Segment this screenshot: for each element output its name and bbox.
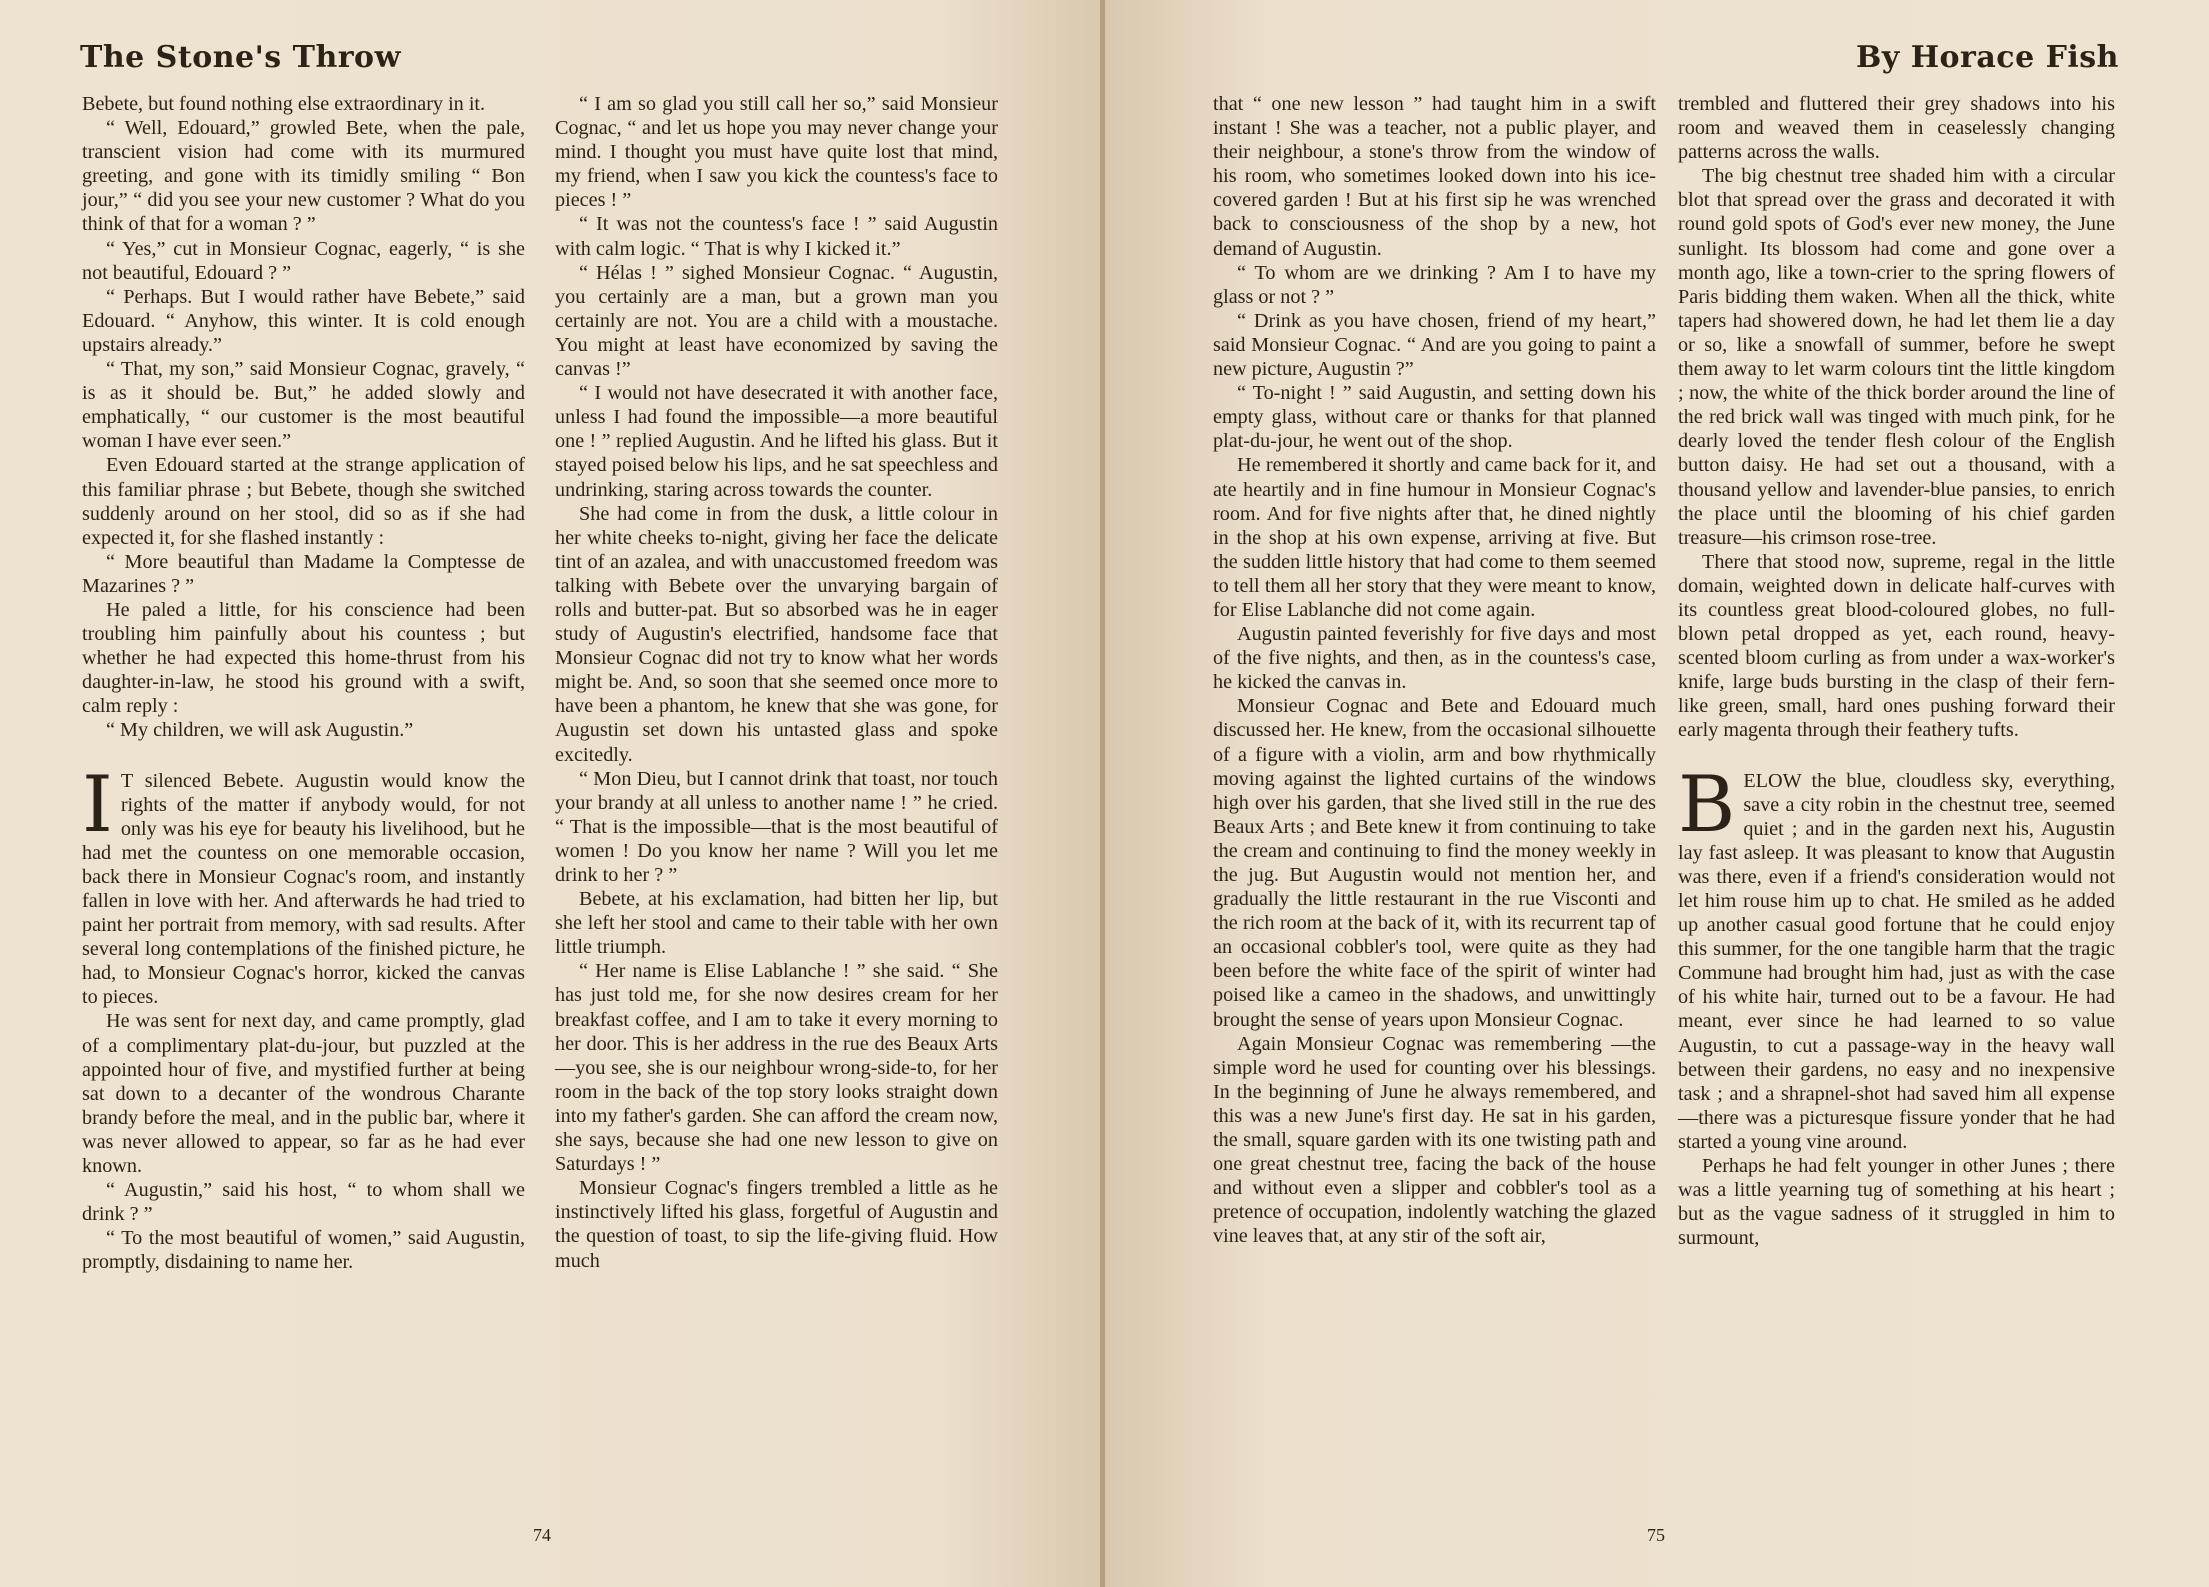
paragraph: [1213, 622, 1656, 694]
paragraph: [1213, 694, 1656, 1031]
paragraph-text: “ More beautiful than Madame la Comptesse de Mazarines ? ”: [82, 550, 525, 597]
paragraph: [82, 237, 525, 285]
paragraph-text: Bebete, but found nothing else extraordinary in it.: [82, 93, 486, 115]
paragraph-text: “ Augustin,” said his host, “ to whom shall we drink ? ”: [82, 1179, 525, 1226]
paragraph-text: Even Edouard started at the strange application of this familiar phrase ; but Bebete, though she switched suddenly around on her stool, did so as if she had expected it, for she flashed instantly :: [82, 454, 525, 549]
column: [1213, 92, 1656, 1249]
paragraph-text: “ To-night ! ” said Augustin, and setting down his empty glass, without care or thanks for that planned plat-du-jour, he went out of the shop.: [1213, 382, 1656, 453]
paragraph-text: Monsieur Cognac and Bete and Edouard much discussed her. He knew, from the occasional silhouette of a figure with a violin, arm and bow rhythmically moving against the lighted curtains of the windows high over his garden, that she lived still in the rue des Beaux Arts ; and Bete knew it from continuing to take the cream and continuing to find the money weekly in the jug. But Augustin would not mention her, and gradually the little restaurant in the rue Visconti and the rich room at the back of it, with its recurrent tap of an occasional cobbler's tool, were quite as they had been before the white face of the spirit of winter had poised like a cameo in the shadows, and unwittingly brought the sense of years upon Monsieur Cognac.: [1213, 695, 1656, 1031]
paragraph: [555, 212, 998, 260]
paragraph: [1213, 1032, 1656, 1249]
paragraph: [82, 1226, 525, 1274]
paragraph-text: trembled and fluttered their grey shadows into his room and weaved them in ceaselessly changing patterns across the walls.: [1678, 93, 2115, 164]
paragraph-text: “ I would not have desecrated it with another face, unless I had found the impossible—a more beautiful one ! ” replied Augustin. And he lifted his glass. But it stayed poised below his lips, and he sat speechless and undrinking, staring across towards the counter.: [555, 382, 998, 501]
paragraph: [555, 767, 998, 887]
paragraph: [1678, 164, 2115, 550]
paragraph: [1213, 381, 1656, 453]
paragraph: [555, 959, 998, 1176]
left-page: [0, 0, 1104, 1587]
paragraph: [82, 116, 525, 236]
paragraph: [1678, 92, 2115, 164]
paragraph-text: He was sent for next day, and came promptly, glad of a complimentary plat-du-jour, but puzzled at the appointed hour of five, and mystified further at being sat down to a decanter of the wondrous Charante brandy before the meal, and in the public bar, where it was never allowed to appear, so far as he had ever known.: [82, 1010, 525, 1178]
paragraph-text: Again Monsieur Cognac was remembering —the simple word he used for counting over his blessings. In the beginning of June he always remembered, and this was a new June's first day. He sat in his garden, the small, square garden with its one twisting path and one great chestnut tree, facing the back of the house and without even a slipper and cobbler's tool as a pretence of occupation, indolently watching the glazed vine leaves that, at any stir of the soft air,: [1213, 1032, 1656, 1248]
paragraph: [82, 1178, 525, 1226]
paragraph-text: “ That, my son,” said Monsieur Cognac, gravely, “ is as it should be. But,” he added slowly and emphatically, “ our customer is the most beautiful woman I have ever seen.”: [82, 358, 525, 453]
paragraph-text: Perhaps he had felt younger in other Junes ; there was a little yearning tug of something at his heart ; but as the vague sadness of it struggled in him to surmount,: [1678, 1155, 2115, 1250]
paragraph-text: “ Her name is Elise Lablanche ! ” she said. “ She has just told me, for she now desires cream for her breakfast coffee, and I am to take it every morning to her door. This is her address in the rue des Beaux Arts—you see, she is our neighbour wrong-side-to, for her room in the back of the top story looks straight down into my father's garden. She can afford the cream now, she says, because she had one new lesson to give on Saturdays ! ”: [555, 960, 998, 1176]
paragraph: [555, 502, 998, 767]
paragraph: [82, 92, 525, 116]
paragraph-text: “ Mon Dieu, but I cannot drink that toast, nor touch your brandy at all unless to another name ! ” he cried. “ That is the impossible—that is the most beautiful of women ! Do you know her name ? Will you let me drink to her ? ”: [555, 767, 998, 886]
right-page: [1105, 0, 2209, 1587]
page-number: 75: [1647, 1525, 1665, 1545]
paragraph: [1678, 759, 2115, 1155]
paragraph-text: Augustin painted feverishly for five days and most of the five nights, and then, as in the countess's case, he kicked the canvas in.: [1213, 623, 1656, 694]
paragraph: [82, 718, 525, 742]
paragraph-text: He remembered it shortly and came back for it, and ate heartily and in fine humour in Monsieur Cognac's room. And for five nights after that, he dined nightly in the shop at his own expense, arriving at five. But the sudden little history that had come to them seemed to tell them all her story that they were meant to know, for Elise Lablanche did not come again.: [1213, 454, 1656, 621]
column: [555, 92, 998, 1273]
paragraph: [555, 261, 998, 381]
paragraph: [82, 285, 525, 357]
paragraph-text: She had come in from the dusk, a little colour in her white cheeks to-night, giving her face the delicate tint of an azalea, and with unaccustomed freedom was talking with Bebete over the unvarying bargain of rolls and butter-pat. But so absorbed was he in eager study of Augustin's electrified, handsome face that Monsieur Cognac did not try to know what her words might be. And, so soon that she seemed once more to have been a phantom, he knew that she was gone, for Augustin set down his untasted glass and spoke excitedly.: [555, 502, 998, 766]
paragraph: [1213, 309, 1656, 381]
paragraph: [82, 759, 525, 1010]
paragraph: [82, 453, 525, 549]
column: [82, 92, 525, 1275]
running-head-author: By Horace Fish: [1855, 40, 2119, 75]
drop-cap: I: [82, 759, 113, 850]
paragraph-text: “ I am so glad you still call her so,” said Monsieur Cognac, “ and let us hope you may never change your mind. I thought you must have quite lost that mind, my friend, when I saw you kick the countess's face to pieces ! ”: [555, 93, 998, 212]
running-head-title: The Stone's Throw: [80, 40, 401, 75]
paragraph: [1213, 453, 1656, 622]
paragraph: [555, 381, 998, 501]
paragraph: [1213, 92, 1656, 261]
drop-cap: B: [1678, 759, 1736, 850]
paragraph-text: “ My children, we will ask Augustin.”: [106, 719, 414, 742]
page-number: 74: [533, 1525, 551, 1545]
paragraph: [82, 1009, 525, 1178]
paragraph: [1678, 1154, 2115, 1250]
paragraph-text: “ To the most beautiful of women,” said Augustin, promptly, disdaining to name her.: [82, 1227, 525, 1274]
paragraph-text: “ Drink as you have chosen, friend of my heart,” said Monsieur Cognac. “ And are you going to paint a new picture, Augustin ?”: [1213, 309, 1656, 381]
paragraph: [1213, 261, 1656, 309]
paragraph: [555, 1176, 998, 1272]
paragraph-text: He paled a little, for his conscience had been troubling him painfully about his countess ; but whether he had expected this home-thrust from his daughter-in-law, he stood his ground with a swift, calm reply :: [82, 598, 525, 718]
paragraph-text: that “ one new lesson ” had taught him in a swift instant ! She was a teacher, not a public player, and their neighbour, a stone's throw from the window of his room, who sometimes looked down into his ice-covered garden ! But at his first sip he was wrenched back to consciousness of the shop by a new, hot demand of Augustin.: [1213, 93, 1656, 260]
paragraph: [82, 598, 525, 718]
paragraph-text: “ Perhaps. But I would rather have Bebete,” said Edouard. “ Anyhow, this winter. It is cold enough upstairs already.”: [82, 285, 525, 356]
paragraph: [82, 357, 525, 453]
paragraph-text: The big chestnut tree shaded him with a circular blot that spread over the grass and decorated it with round gold spots of God's ever new money, the June sunlight. Its blossom had come and gone over a month ago, like a town-crier to the spring flowers of Paris bidding them waken. When all the thick, white tapers had showered down, he had let them lie a day or so, like a snowfall of summer, before he swept them away to let warm colours tint the little kingdom ; now, the white of the thick border around the line of the red brick wall was tinged with much pink, for he dearly loved the tender flesh colour of the English button daisy. He had set out a thousand, with a thousand yellow and lavender-blue pansies, to enrich the place until the blooming of his chief garden treasure—his crimson rose-tree.: [1678, 165, 2115, 549]
column: [1678, 92, 2115, 1250]
paragraph-text: T silenced Bebete. Augustin would know the rights of the matter if anybody would, for not only was his eye for beauty his livelihood, but he had met the countess on one memorable occasion, back there in Monsieur Cognac's room, and instantly fallen in love with her. And afterwards he had tried to paint her portrait from memory, with sad results. After several long contemplations of the finished picture, he had, to Monsieur Cognac's horror, kicked the canvas to pieces.: [82, 769, 525, 1009]
paragraph: [1678, 550, 2115, 743]
paragraph-text: Monsieur Cognac's fingers trembled a little as he instinctively lifted his glass, forgetful of Augustin and the question of toast, to sip the life-giving fluid. How much: [555, 1177, 998, 1272]
paragraph: [555, 887, 998, 959]
paragraph-text: “ Well, Edouard,” growled Bete, when the pale, transcient vision had come with its murmured greeting, and gone with its timidly smiling “ Bon jour,” “ did you see your new customer ? What do you think of that for a woman ? ”: [82, 117, 525, 236]
paragraph-text: There that stood now, supreme, regal in the little domain, weighted down in delicate half-curves with its countless great blood-coloured globes, no full-blown petal dropped as yet, each round, heavy-scented bloom curling as from under a wax-worker's knife, large buds bursting in the clasp of their fern-like green, small, hard ones pushing forward their early magenta through their feathery tufts.: [1678, 550, 2115, 742]
paragraph-text: “ To whom are we drinking ? Am I to have my glass or not ? ”: [1213, 261, 1656, 308]
paragraph-text: “ Yes,” cut in Monsieur Cognac, eagerly, “ is she not beautiful, Edouard ? ”: [82, 237, 525, 284]
paragraph-text: “ It was not the countess's face ! ” said Augustin with calm logic. “ That is why I kicked it.”: [555, 213, 998, 260]
paragraph: [555, 92, 998, 212]
paragraph: [82, 550, 525, 598]
paragraph-text: ELOW the blue, cloudless sky, everything, save a city robin in the chestnut tree, seemed quiet ; and in the garden next his, Augustin lay fast asleep. It was pleasant to know that Augustin was there, even if a friend's consideration would not let him rouse him up to chat. He smiled as he added up another casual good fortune that he could enjoy this summer, for the one tangible harm that the tragic Commune had brought him had, just as with the case of his white hair, turned out to be a favour. He had meant, ever since he had learned to so value Augustin, to cut a passage-way in the heavy wall between their gardens, no easy and no inexpensive task ; and a shrapnel-shot had saved him all expense—there was a picturesque fissure yonder that he had started a young vine around.: [1678, 769, 2115, 1153]
paragraph-text: Bebete, at his exclamation, had bitten her lip, but she left her stool and came to their table with her own little triumph.: [555, 888, 998, 959]
paragraph-text: “ Hélas ! ” sighed Monsieur Cognac. “ Augustin, you certainly are a man, but a grown man you certainly are not. You are a child with a moustache. You might at least have economized by saving the canvas !”: [555, 261, 998, 381]
